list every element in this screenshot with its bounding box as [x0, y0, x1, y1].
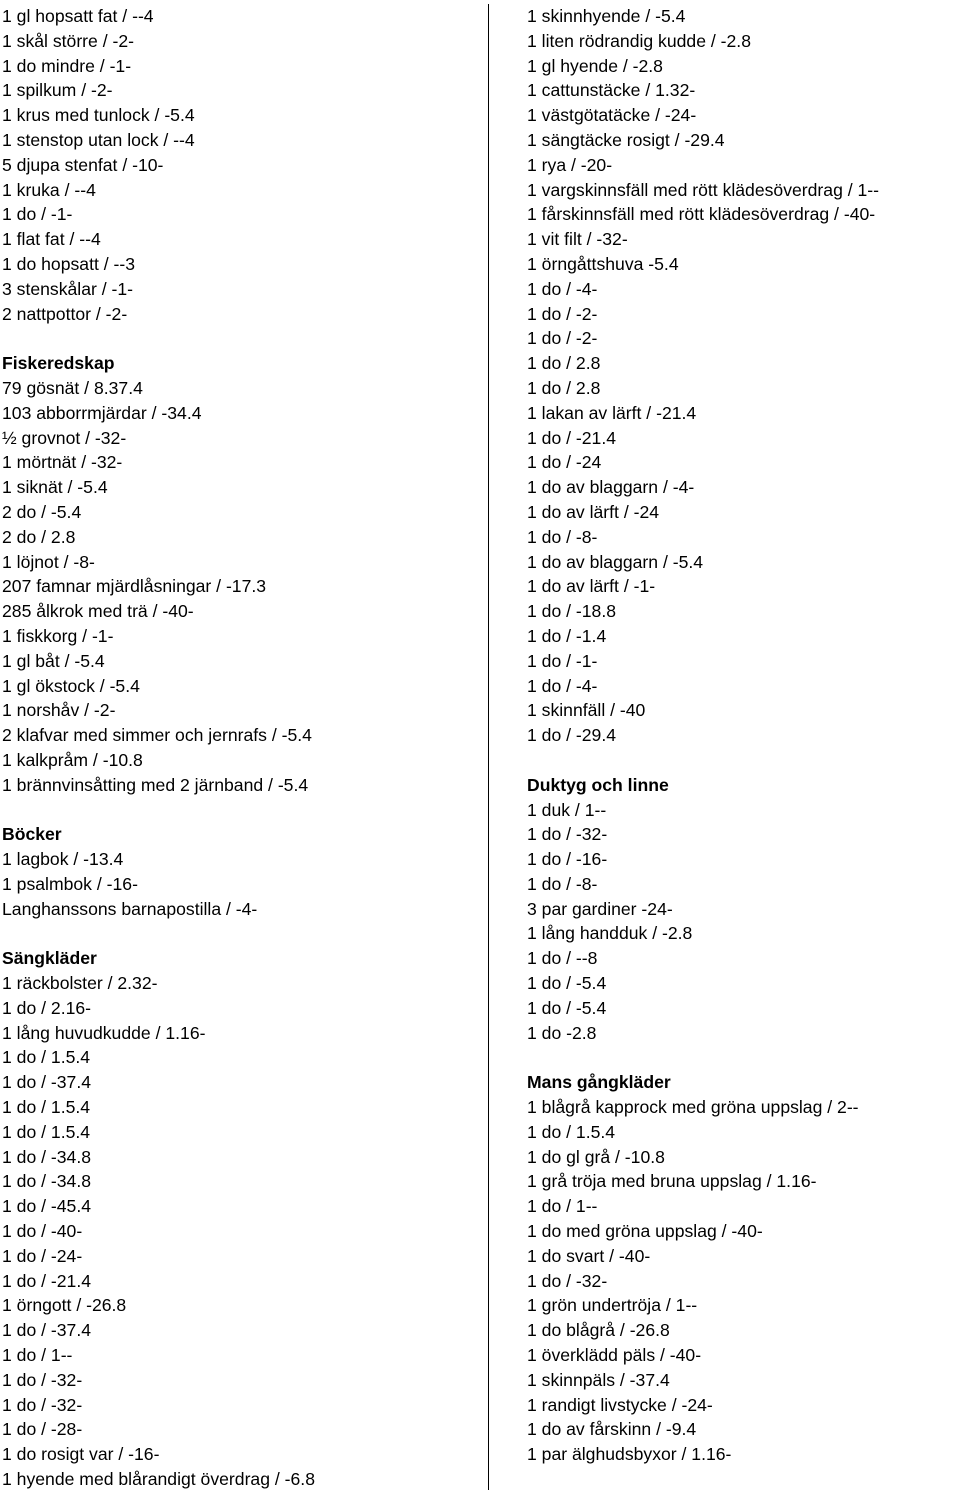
- inventory-item: 1 gl hyende / -2.8: [527, 55, 663, 76]
- section-heading: Böcker: [2, 824, 62, 845]
- inventory-item: 1 liten rödrandig kudde / -2.8: [527, 30, 751, 51]
- inventory-item: 1 lång huvudkudde / 1.16-: [2, 1022, 206, 1043]
- inventory-item: Langhanssons barnapostilla / -4-: [2, 898, 258, 919]
- inventory-item: 3 par gardiner -24-: [527, 898, 673, 919]
- inventory-item: 1 do / -24-: [2, 1245, 83, 1266]
- inventory-item: 1 sängtäcke rosigt / -29.4: [527, 129, 725, 150]
- inventory-item: 1 stenstop utan lock / --4: [2, 129, 195, 150]
- inventory-item: 1 do svart / -40-: [527, 1245, 651, 1266]
- inventory-item: 1 do / 1.5.4: [2, 1097, 91, 1118]
- inventory-item: 1 do / 1.5.4: [2, 1047, 91, 1068]
- inventory-item: 2 nattpottor / -2-: [2, 303, 128, 324]
- inventory-item: 1 siknät / -5.4: [2, 477, 108, 498]
- inventory-item: 1 skinnpäls / -37.4: [527, 1369, 670, 1390]
- inventory-item: 1 do / -4-: [527, 278, 598, 299]
- inventory-item: 1 randigt livstycke / -24-: [527, 1394, 713, 1415]
- section-heading: Duktyg och linne: [527, 774, 669, 795]
- inventory-item: 1 norshåv / -2-: [2, 700, 116, 721]
- section-heading: Mans gångkläder: [527, 1072, 671, 1093]
- inventory-item: 1 kruka / --4: [2, 179, 96, 200]
- section-heading: Fiskeredskap: [2, 353, 115, 374]
- inventory-item: 103 abborrmjärdar / -34.4: [2, 402, 202, 423]
- inventory-item: 1 do hopsatt / --3: [2, 253, 136, 274]
- inventory-item: 1 grön undertröja / 1--: [527, 1295, 698, 1316]
- inventory-item: 2 do / -5.4: [2, 501, 82, 522]
- inventory-item: 1 överklädd päls / -40-: [527, 1345, 702, 1366]
- inventory-item: ½ grovnot / -32-: [2, 427, 127, 448]
- inventory-item: 1 do / -1.4: [527, 625, 607, 646]
- inventory-item: 1 psalmbok / -16-: [2, 873, 138, 894]
- inventory-item: 1 lång handduk / -2.8: [527, 923, 693, 944]
- inventory-item: 285 ålkrok med trä / -40-: [2, 601, 194, 622]
- inventory-item: 1 löjnot / -8-: [2, 551, 95, 572]
- inventory-item: 1 grå tröja med bruna uppslag / 1.16-: [527, 1171, 817, 1192]
- inventory-item: 1 do / -34.8: [2, 1171, 92, 1192]
- inventory-item: 1 vargskinnsfäll med rött klädesöverdrag / 1--: [527, 179, 880, 200]
- inventory-item: 1 do / -21.4: [527, 427, 617, 448]
- inventory-item: 1 do / 2.16-: [2, 997, 92, 1018]
- inventory-item: 1 do mindre / -1-: [2, 55, 132, 76]
- inventory-item: 79 gösnät / 8.37.4: [2, 377, 143, 398]
- inventory-item: 1 do / -21.4: [2, 1270, 92, 1291]
- blank-line: [2, 921, 482, 946]
- inventory-item: 1 do blågrå / -26.8: [527, 1320, 670, 1341]
- inventory-item: 1 fårskinnsfäll med rött klädesöverdrag / -40-: [527, 204, 876, 225]
- inventory-item: 1 do / -37.4: [2, 1072, 92, 1093]
- inventory-item: 1 do / -40-: [2, 1221, 83, 1242]
- blank-line: [2, 326, 482, 351]
- inventory-item: 1 do / -2-: [527, 303, 598, 324]
- section-heading: Sängkläder: [2, 948, 97, 969]
- inventory-item: 1 krus med tunlock / -5.4: [2, 105, 195, 126]
- inventory-item: 2 do / 2.8: [2, 526, 76, 547]
- blank-line: [527, 748, 959, 773]
- inventory-item: 1 lagbok / -13.4: [2, 849, 124, 870]
- inventory-item: 1 do / -4-: [527, 675, 598, 696]
- inventory-item: 1 do / -18.8: [527, 601, 617, 622]
- inventory-item: 1 do rosigt var / -16-: [2, 1444, 160, 1465]
- inventory-item: 1 do av fårskinn / -9.4: [527, 1419, 697, 1440]
- inventory-item: 1 räckbolster / 2.32-: [2, 973, 158, 994]
- inventory-item: 1 do av lärft / -1-: [527, 576, 656, 597]
- right-column: [527, 4, 959, 1467]
- inventory-item: 1 do / -16-: [527, 849, 608, 870]
- inventory-item: 1 do av lärft / -24: [527, 501, 660, 522]
- inventory-item: 1 gl båt / -5.4: [2, 650, 105, 671]
- inventory-item: 1 brännvinsåtting med 2 järnband / -5.4: [2, 774, 309, 795]
- inventory-item: 1 do / -34.8: [2, 1146, 92, 1167]
- inventory-item: 1 skinnfäll / -40: [527, 700, 646, 721]
- inventory-item: 1 örngåttshuva -5.4: [527, 253, 679, 274]
- inventory-item: 1 gl ökstock / -5.4: [2, 675, 140, 696]
- inventory-item: 1 vit filt / -32-: [527, 229, 628, 250]
- inventory-item: 1 mörtnät / -32-: [2, 452, 123, 473]
- inventory-item: 1 do / -37.4: [2, 1320, 92, 1341]
- blank-line: [527, 1045, 959, 1070]
- inventory-item: 1 do / -32-: [2, 1369, 83, 1390]
- inventory-item: 1 do / --8: [527, 948, 598, 969]
- blank-line: [2, 798, 482, 823]
- left-column: [2, 4, 482, 1492]
- inventory-item: 5 djupa stenfat / -10-: [2, 154, 164, 175]
- inventory-item: 1 fiskkorg / -1-: [2, 625, 114, 646]
- inventory-item: 1 do / -8-: [527, 526, 598, 547]
- inventory-item: 1 do / -28-: [2, 1419, 83, 1440]
- inventory-item: 1 hyende med blårandigt överdrag / -6.8: [2, 1469, 315, 1490]
- inventory-item: 1 blågrå kapprock med gröna uppslag / 2--: [527, 1097, 859, 1118]
- inventory-item: 1 rya / -20-: [527, 154, 613, 175]
- inventory-item: 1 flat fat / --4: [2, 229, 101, 250]
- inventory-item: 1 do -2.8: [527, 1022, 597, 1043]
- inventory-item: 1 do / -2-: [527, 328, 598, 349]
- inventory-item: 1 cattunstäcke / 1.32-: [527, 80, 696, 101]
- inventory-item: 1 västgötatäcke / -24-: [527, 105, 697, 126]
- inventory-item: 1 örngott / -26.8: [2, 1295, 127, 1316]
- inventory-item: 1 do av blaggarn / -4-: [527, 477, 695, 498]
- inventory-item: 1 do / -32-: [527, 1270, 608, 1291]
- inventory-item: 1 do / -1-: [2, 204, 73, 225]
- inventory-item: 1 do / 1.5.4: [2, 1121, 91, 1142]
- inventory-item: 1 do gl grå / -10.8: [527, 1146, 665, 1167]
- inventory-item: 1 do / 2.8: [527, 377, 601, 398]
- inventory-item: 1 do med gröna uppslag / -40-: [527, 1221, 763, 1242]
- inventory-item: 2 klafvar med simmer och jernrafs / -5.4: [2, 725, 312, 746]
- inventory-item: 1 do / -32-: [527, 824, 608, 845]
- inventory-item: 1 do / -5.4: [527, 973, 607, 994]
- inventory-item: 1 do / 1--: [527, 1196, 598, 1217]
- inventory-item: 1 do / -32-: [2, 1394, 83, 1415]
- inventory-item: 1 par älghudsbyxor / 1.16-: [527, 1444, 732, 1465]
- inventory-item: 1 do av blaggarn / -5.4: [527, 551, 704, 572]
- inventory-item: 1 do / 1.5.4: [527, 1121, 616, 1142]
- inventory-item: 1 do / -29.4: [527, 725, 617, 746]
- inventory-item: 207 famnar mjärdlåsningar / -17.3: [2, 576, 267, 597]
- inventory-item: 1 skål större / -2-: [2, 30, 134, 51]
- inventory-item: 1 do / -5.4: [527, 997, 607, 1018]
- inventory-item: 1 do / -45.4: [2, 1196, 92, 1217]
- inventory-item: 1 spilkum / -2-: [2, 80, 113, 101]
- inventory-item: 1 gl hopsatt fat / --4: [2, 6, 154, 26]
- inventory-item: 1 duk / 1--: [527, 799, 607, 820]
- inventory-item: 1 do / 2.8: [527, 353, 601, 374]
- inventory-item: 1 lakan av lärft / -21.4: [527, 402, 697, 423]
- inventory-item: 1 do / 1--: [2, 1345, 73, 1366]
- inventory-item: 1 do / -1-: [527, 650, 598, 671]
- inventory-item: 1 do / -8-: [527, 873, 598, 894]
- inventory-item: 1 kalkpråm / -10.8: [2, 749, 143, 770]
- inventory-item: 1 skinnhyende / -5.4: [527, 6, 686, 26]
- column-divider: [488, 4, 489, 1490]
- inventory-item: 3 stenskålar / -1-: [2, 278, 134, 299]
- inventory-item: 1 do / -24: [527, 452, 602, 473]
